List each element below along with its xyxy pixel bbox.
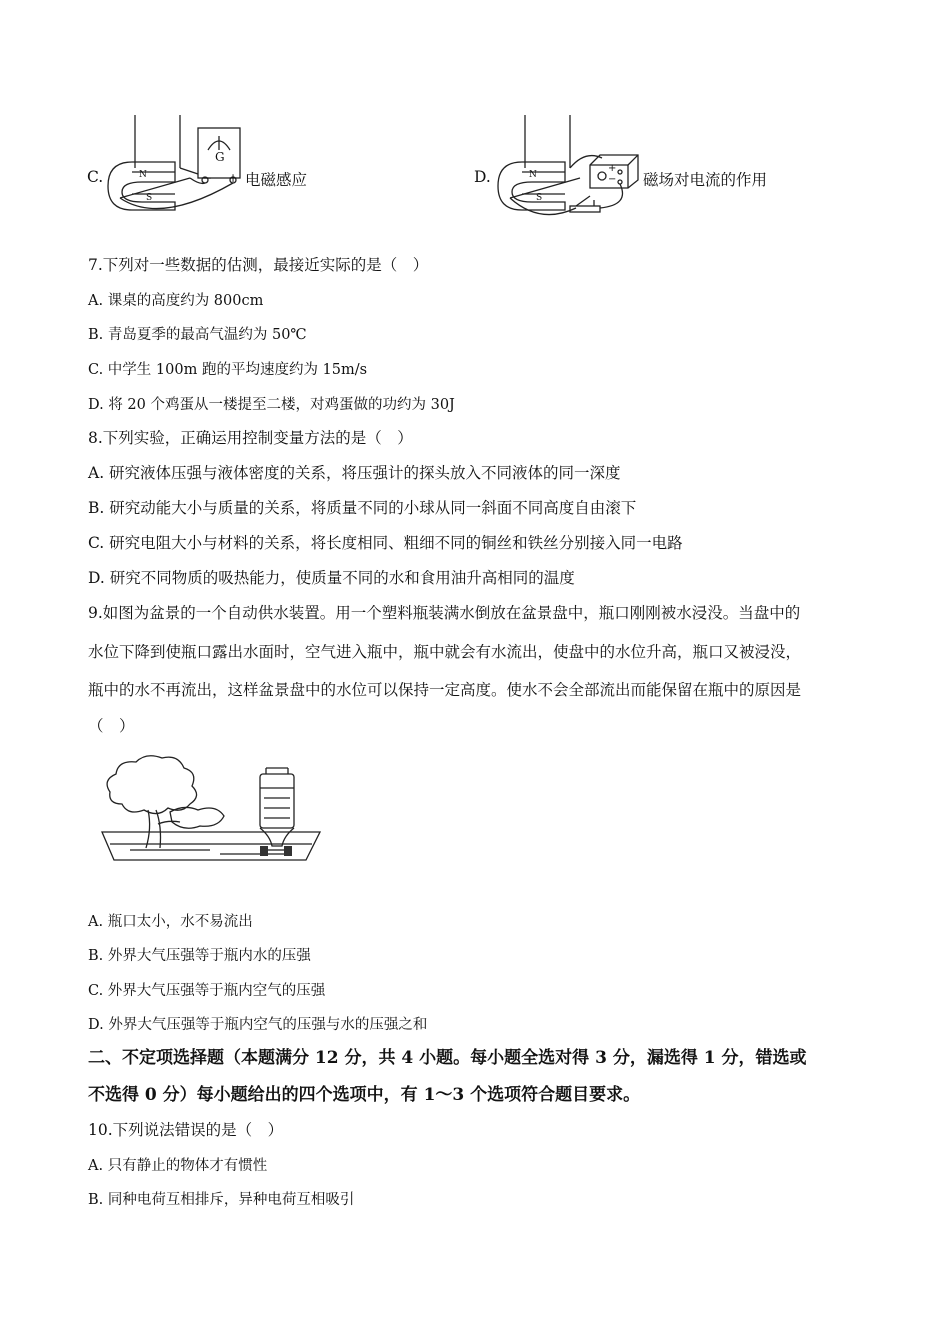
- question-stem: 8.下列实验，正确运用控制变量方法的是（ ）: [88, 429, 413, 447]
- galvanometer-label: G: [215, 150, 225, 164]
- option-a: A. 研究液体压强与液体密度的关系，将压强计的探头放入不同液体的同一深度: [88, 464, 621, 482]
- magnet-n-label-c: N: [139, 170, 147, 180]
- option-b: B. 同种电荷互相排斥，异种电荷互相吸引: [88, 1192, 355, 1208]
- option-b: B. 青岛夏季的最高气温约为 50℃: [88, 327, 307, 343]
- option-a: A. 瓶口太小，水不易流出: [88, 914, 253, 930]
- section-heading-line-1: 二、不定项选择题（本题满分 12 分，共 4 小题。每小题全选对得 3 分，漏选得 1 分，错选或: [88, 1048, 807, 1068]
- induction-diagram: [100, 110, 250, 220]
- option-c: C. 研究电阻大小与材料的关系，将长度相同、粗细不同的铜丝和铁丝分别接入同一电路: [88, 534, 683, 552]
- option-c: C. 中学生 100m 跑的平均速度约为 15m/s: [88, 362, 368, 378]
- option-c-letter: C.: [87, 168, 104, 186]
- terminal-minus-c: −: [202, 171, 213, 185]
- caption-d: 磁场对电流的作用: [643, 171, 768, 189]
- caption-c: 电磁感应: [245, 171, 308, 189]
- option-b: B. 研究动能大小与质量的关系，将质量不同的小球从同一斜面不同高度自由滚下: [88, 499, 637, 517]
- option-d-letter: D.: [474, 168, 491, 186]
- option-a: A. 只有静止的物体才有惯性: [88, 1158, 268, 1174]
- option-d: D. 外界大气压强等于瓶内空气的压强与水的压强之和: [88, 1017, 428, 1033]
- terminal-plus-d: +: [608, 163, 617, 174]
- terminal-plus-c: +: [228, 171, 239, 185]
- bonsai-water-supply-figure: [100, 752, 322, 864]
- question-stem: 10.下列说法错误的是（ ）: [88, 1121, 284, 1139]
- magnet-n-label-d: N: [529, 170, 537, 180]
- option-d: D. 研究不同物质的吸热能力，使质量不同的水和食用油升高相同的温度: [88, 569, 575, 587]
- question-stem-line-4: （ ）: [88, 717, 135, 735]
- section-heading-line-2: 不选得 0 分）每小题给出的四个选项中，有 1～3 个选项符合题目要求。: [88, 1085, 641, 1105]
- option-a: A. 课桌的高度约为 800cm: [88, 293, 264, 309]
- terminal-minus-d: −: [608, 174, 617, 185]
- question-stem-line-3: 瓶中的水不再流出，这样盆景盘中的水位可以保持一定高度。使水不会全部流出而能保留在瓶中的原因是: [88, 681, 802, 699]
- question-stem: 7.下列对一些数据的估测，最接近实际的是（ ）: [88, 256, 429, 274]
- option-d: D. 将 20 个鸡蛋从一楼提至二楼，对鸡蛋做的功约为 30J: [88, 397, 455, 413]
- question-stem-line-2: 水位下降到使瓶口露出水面时，空气进入瓶中，瓶中就会有水流出，使盘中的水位升高，瓶口又被浸没，: [88, 643, 802, 661]
- motor-effect-diagram: [490, 110, 645, 220]
- option-b: B. 外界大气压强等于瓶内水的压强: [88, 948, 311, 964]
- magnet-s-label-c: S: [146, 193, 153, 203]
- option-c: C. 外界大气压强等于瓶内空气的压强: [88, 983, 326, 999]
- question-stem-line-1: 9.如图为盆景的一个自动供水装置。用一个塑料瓶装满水倒放在盆景盘中，瓶口刚刚被水浸没。当盘中的: [88, 604, 801, 622]
- magnet-s-label-d: S: [536, 193, 543, 203]
